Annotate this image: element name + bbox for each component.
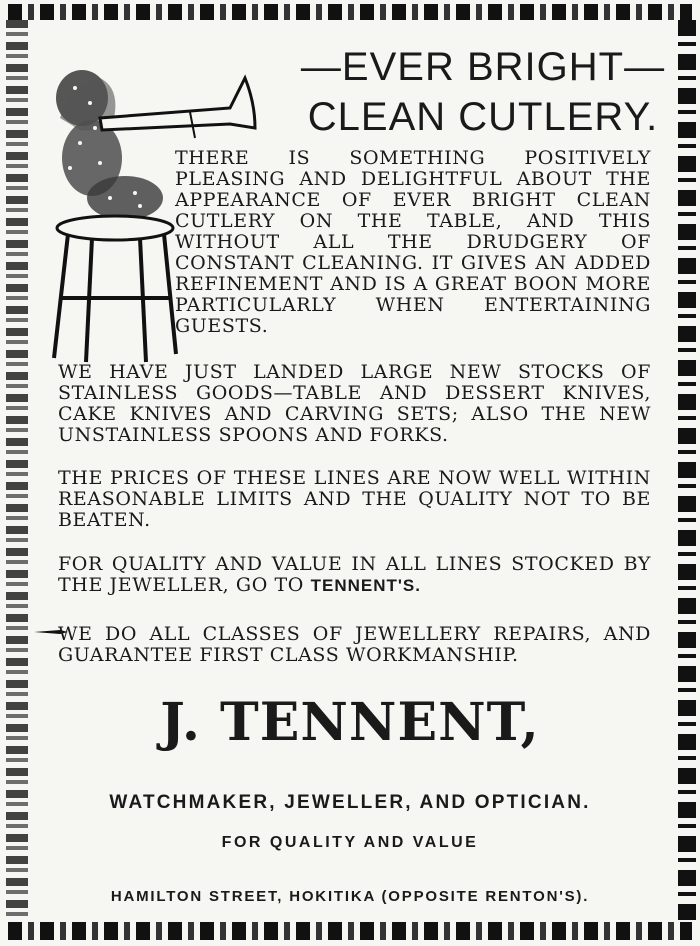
decorative-border-right	[678, 20, 696, 922]
headline	[298, 42, 668, 142]
paragraph-new-stocks: WE HAVE JUST LANDED LARGE NEW STOCKS OF STAINLESS GOODS—TABLE AND DESSERT KNIVES, CAKE KNIVES AND CARVING SETS; ALSO THE NEW UNSTAINLESS SPOONS AND FORKS.	[58, 361, 651, 446]
paragraph-quality-value	[58, 554, 651, 596]
paragraph-prices: THE PRICES OF THESE LINES ARE NOW WELL WITHIN REASONABLE LIMITS AND THE QUALITY NOT TO BE BEATEN.	[58, 467, 651, 531]
paragraph-repairs: WE DO ALL CLASSES OF JEWELLERY REPAIRS, AND GUARANTEE FIRST CLASS WORKMANSHIP.	[58, 623, 651, 666]
decorative-border-bottom	[8, 922, 692, 940]
decorative-border-left	[6, 20, 28, 922]
headline-line-1: —EVER BRIGHT—	[300, 45, 666, 89]
business-name: J. TENNENT,	[160, 692, 540, 753]
paragraph-quality-value-text: FOR QUALITY AND VALUE IN ALL LINES STOCKED BY THE JEWELLER, GO TO	[58, 553, 651, 596]
paragraph-intro: THERE IS SOMETHING POSITIVELY PLEASING AND DELIGHTFUL ABOUT THE APPEARANCE OF EVER BRIGHT CLEAN CUTLERY ON THE TABLE, AND THIS WITHOUT ALL THE DRUDGERY OF CONSTANT CLEANING. IT GIVES AN ADDED REFINEMENT AND IS A GREAT BOON MORE PARTICULARLY WHEN ENTERTAINING GUESTS.	[175, 147, 651, 337]
business-tagline: FOR QUALITY AND VALUE	[221, 834, 479, 851]
store-name-inline: TENNENT'S.	[310, 576, 421, 595]
headline-line-2: CLEAN CUTLERY.	[307, 95, 659, 139]
advertisement	[40, 28, 666, 918]
business-trade: WATCHMAKER, JEWELLER, AND OPTICIAN.	[109, 792, 591, 813]
decorative-border-top	[8, 4, 692, 20]
business-address: HAMILTON STREET, HOKITIKA (OPPOSITE RENTON'S).	[110, 888, 590, 905]
